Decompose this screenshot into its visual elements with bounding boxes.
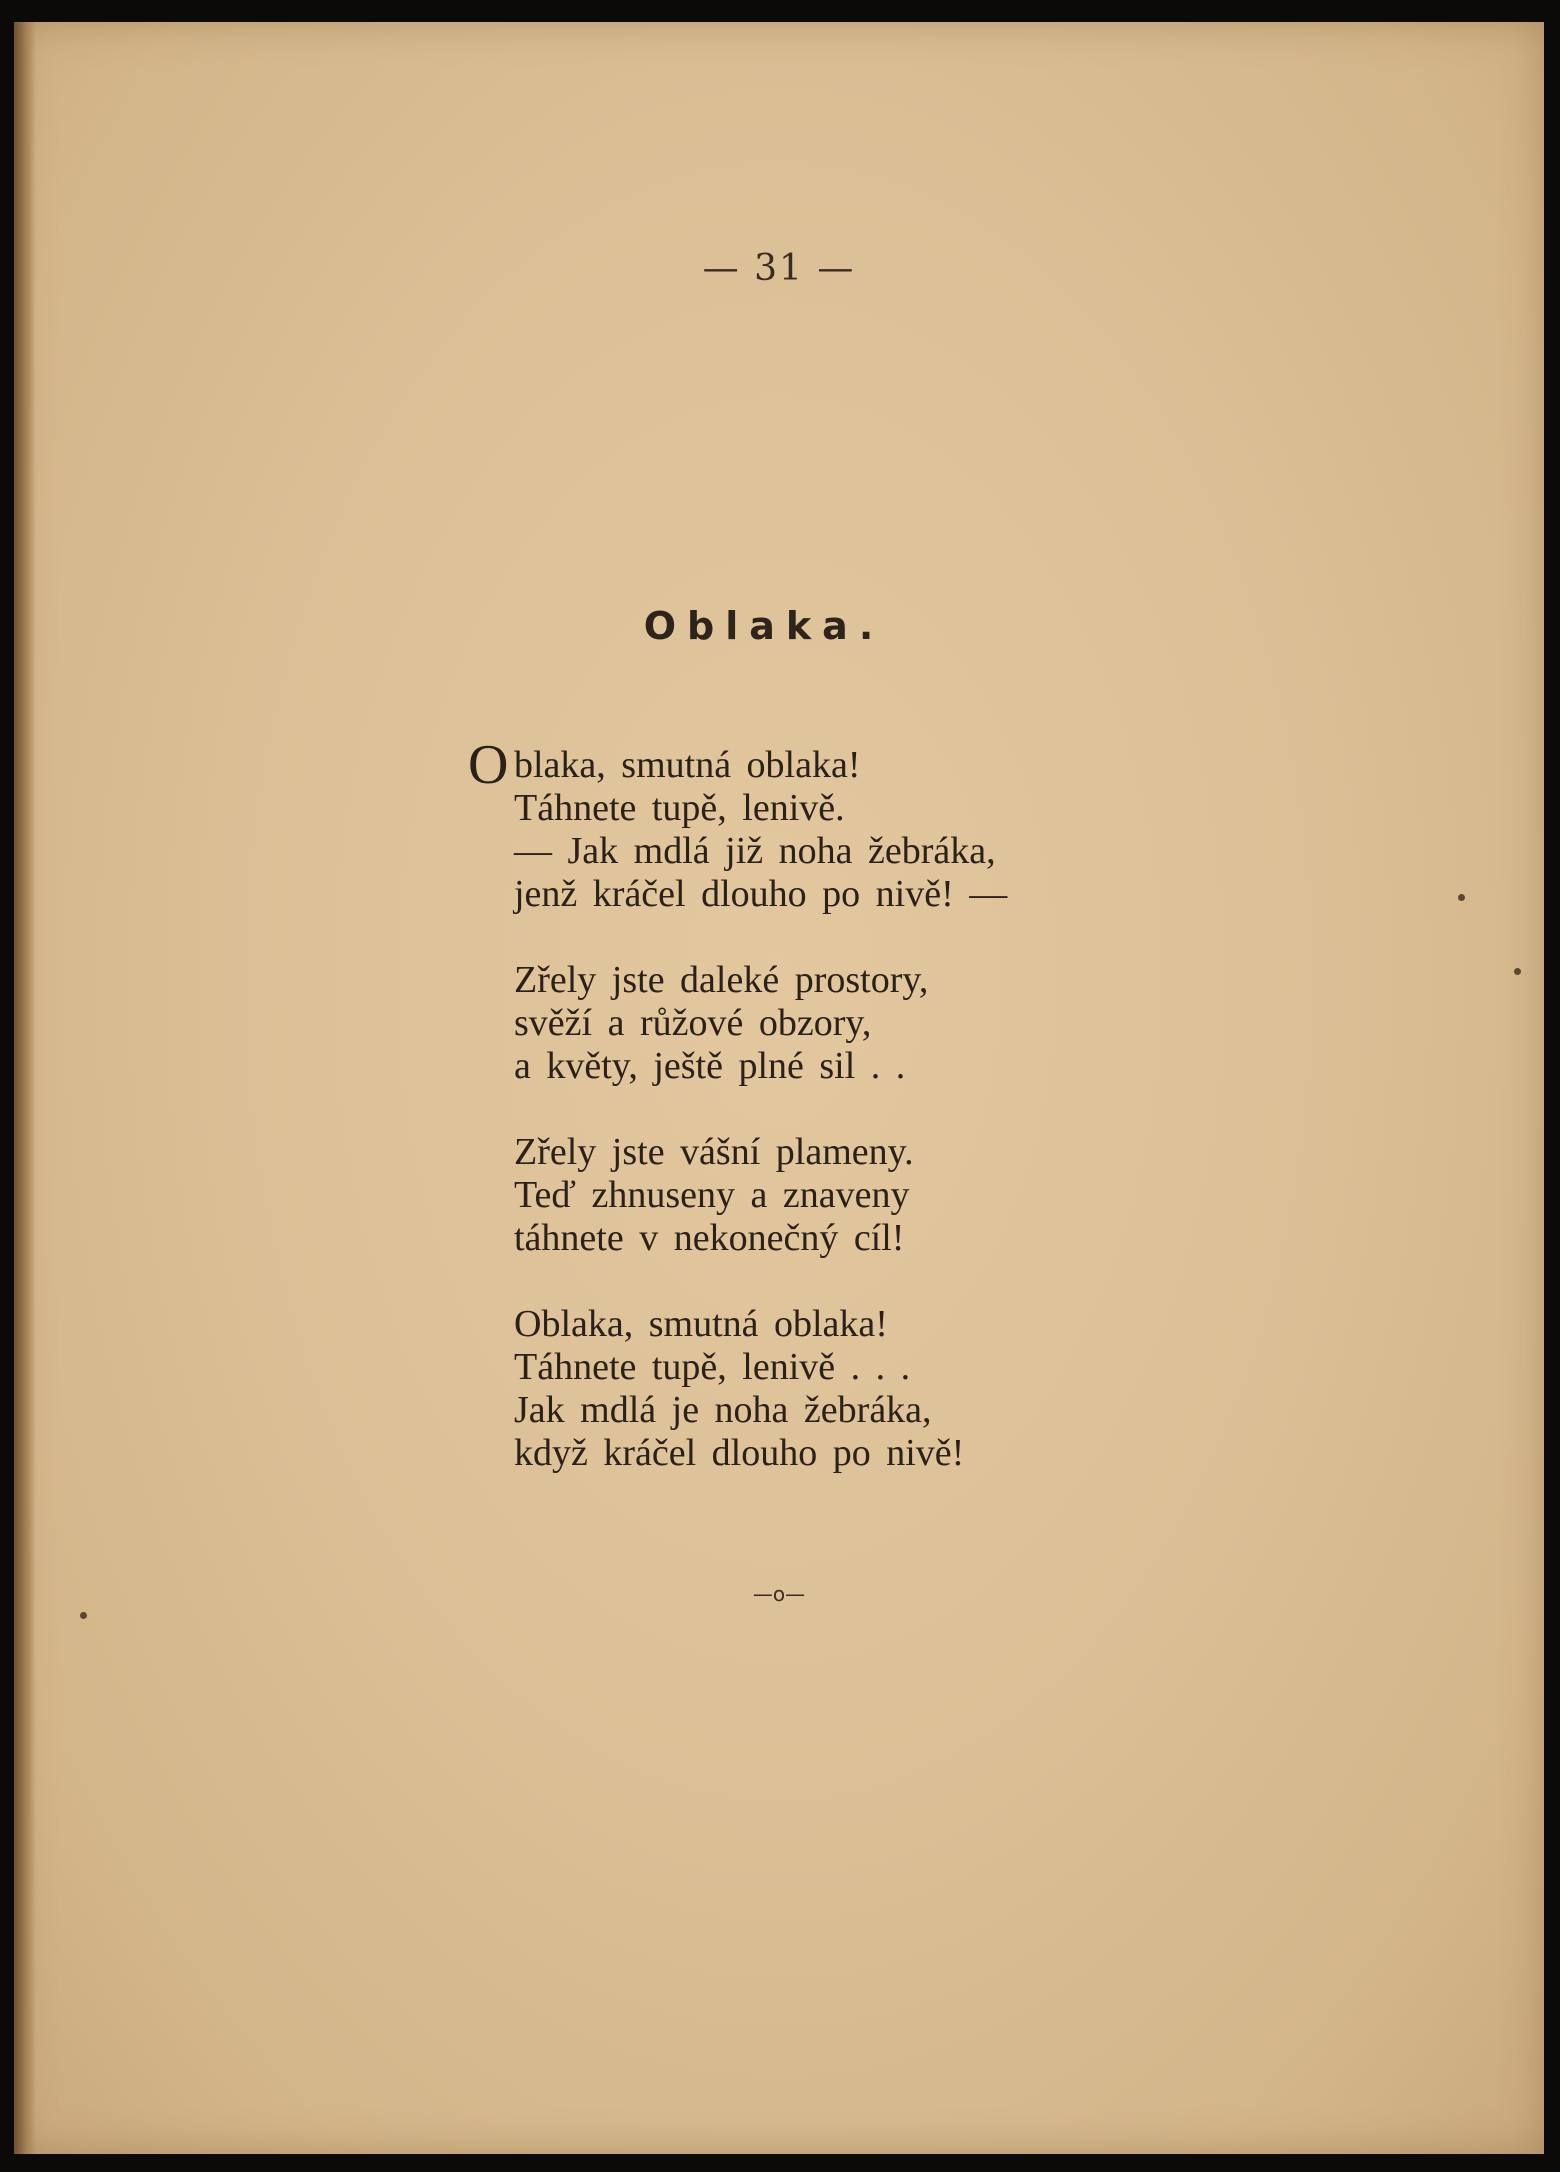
drop-cap: O (468, 734, 509, 796)
poem-line: Táhnete tupě, lenivě . . . (514, 1346, 911, 1388)
poem-body (468, 734, 1008, 1518)
poem-line: Zřely jste vášní plameny. (514, 1131, 914, 1173)
poem-title: Oblaka. (643, 604, 885, 648)
poem-line: Zřely jste daleké prostory, (514, 959, 929, 1001)
poem-line: táhnete v nekonečný cíl! (514, 1217, 905, 1259)
poem-line: — Jak mdlá již noha žebráka, (514, 830, 996, 872)
poem-line: jenž kráčel dlouho po nivě! — (514, 873, 1008, 915)
poem-line: a květy, ještě plné sil . . (514, 1045, 906, 1087)
end-ornament: —o— (752, 1582, 806, 1606)
page-number: — 31 — (702, 248, 856, 289)
poem-line: Táhnete tupě, lenivě. (514, 787, 845, 829)
paper-speck (80, 1612, 87, 1619)
stanza-1 (468, 734, 1008, 916)
poem-line: Oblaka, smutná oblaka! (514, 1303, 888, 1345)
book-spine-edge (14, 22, 36, 2154)
poem-line: Jak mdlá je noha žebráka, (514, 1389, 932, 1431)
poem-line: když kráčel dlouho po nivě! (514, 1432, 965, 1474)
poem-line: svěží a růžové obzory, (514, 1002, 872, 1044)
poem-line-text: blaka, smutná oblaka! (514, 744, 861, 786)
stanza-2 (514, 959, 1007, 1088)
stanza-4 (514, 1303, 1007, 1475)
poem-line: Teď zhnuseny a znaveny (514, 1174, 910, 1216)
stanza-3 (514, 1131, 1007, 1260)
paper-speck (1514, 968, 1521, 975)
book-page (14, 22, 1544, 2154)
paper-speck (1458, 894, 1465, 901)
poem-line (468, 734, 1007, 796)
